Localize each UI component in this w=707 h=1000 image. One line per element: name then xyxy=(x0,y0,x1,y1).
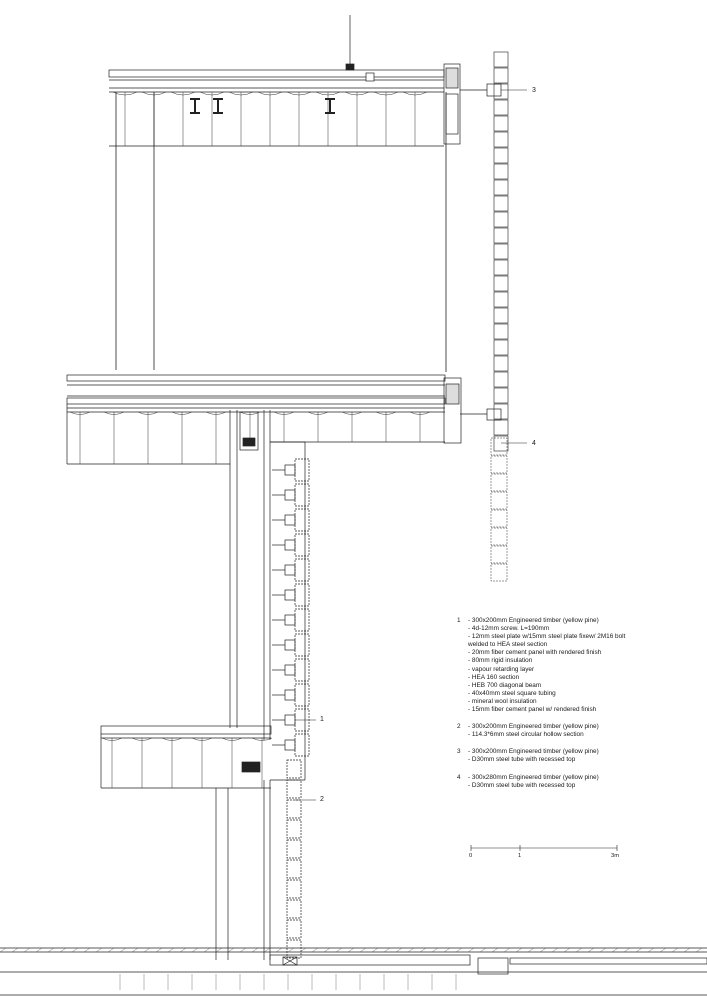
bracket-box xyxy=(285,740,295,750)
hatch-line xyxy=(264,948,270,952)
hatch-line xyxy=(0,948,6,952)
hatch-line xyxy=(204,948,210,952)
bracket-ghost xyxy=(295,559,309,581)
timber-block xyxy=(494,244,508,259)
note-line: - 300x280mm Engineered timber (yellow pine) xyxy=(468,773,599,781)
hatch-line xyxy=(348,948,354,952)
i-beam-web xyxy=(329,100,331,112)
note-4 xyxy=(457,774,702,790)
note-line: - D30mm steel tube with recessed top xyxy=(468,781,576,789)
ground-hatch xyxy=(0,948,702,990)
timber-block xyxy=(494,100,508,115)
top-roof-slab xyxy=(109,15,444,146)
hatch-line xyxy=(564,948,570,952)
note-line: - D30mm steel tube with recessed top xyxy=(468,756,576,764)
bracket-box xyxy=(285,715,295,725)
hatch-line xyxy=(420,948,426,952)
bracket-box xyxy=(285,465,295,475)
hatch-line xyxy=(84,948,90,952)
hatch-line xyxy=(240,948,246,952)
timber-block-dashed xyxy=(491,510,507,527)
hatch-line xyxy=(372,948,378,952)
scale-bar xyxy=(471,845,617,851)
diagonal-brackets xyxy=(272,459,309,958)
hatch-line xyxy=(156,948,162,952)
timber-block xyxy=(494,356,508,371)
note-line: - HEB 700 diagonal beam xyxy=(468,681,542,689)
scale-label-3m: 3m xyxy=(611,853,620,859)
ground-slab xyxy=(0,948,707,995)
timber-block xyxy=(494,308,508,323)
hatch-line xyxy=(588,948,594,952)
hatch-line xyxy=(72,948,78,952)
hatch-line xyxy=(480,948,486,952)
hatch-line xyxy=(168,948,174,952)
i-beam-flange xyxy=(213,112,223,114)
hatch-line xyxy=(456,948,462,952)
timber-block xyxy=(494,164,508,179)
timber-block xyxy=(494,68,508,83)
hatch-line xyxy=(312,948,318,952)
timber-block xyxy=(494,324,508,339)
timber-block xyxy=(494,116,508,131)
timber-block-dashed xyxy=(287,840,301,858)
timber-block-dashed xyxy=(287,760,301,778)
timber-block-dashed xyxy=(287,780,301,798)
timber-block-dashed xyxy=(491,474,507,491)
hatch-line xyxy=(672,948,678,952)
note-line: - mineral wool insulation xyxy=(468,697,537,705)
hatch-line xyxy=(108,948,114,952)
timber-block xyxy=(494,132,508,147)
timber-block xyxy=(494,196,508,211)
hatch-line xyxy=(324,948,330,952)
hatch-line xyxy=(216,948,222,952)
hatch-line xyxy=(252,948,258,952)
hatch-line xyxy=(696,948,702,952)
hatch-line xyxy=(132,948,138,952)
timber-block xyxy=(494,388,508,403)
note-line: - 300x200mm Engineered timber (yellow pine) xyxy=(468,723,599,731)
note-line: - 114.3*6mm steel circular hollow section xyxy=(468,731,584,739)
callout-label-4: 4 xyxy=(532,440,536,447)
hatch-line xyxy=(516,948,522,952)
bracket-box xyxy=(285,490,295,500)
hatch-line xyxy=(444,948,450,952)
bracket-box xyxy=(285,515,295,525)
hatch-line xyxy=(576,948,582,952)
timber-block xyxy=(494,148,508,163)
callout-label-3: 3 xyxy=(532,87,536,94)
callout-label-1: 1 xyxy=(320,716,324,723)
hatch-line xyxy=(24,948,30,952)
bracket-box xyxy=(285,590,295,600)
hatch-line xyxy=(612,948,618,952)
hatch-line xyxy=(684,948,690,952)
timber-block-dashed xyxy=(491,438,507,455)
i-beam-flange xyxy=(190,98,200,100)
facade-column-bottom xyxy=(491,438,507,581)
timber-block-dashed xyxy=(491,528,507,545)
hatch-line xyxy=(540,948,546,952)
note-line: - 15mm fiber cement panel w/ rendered finish xyxy=(468,706,597,714)
timber-block-dashed xyxy=(287,860,301,878)
facade-column-top xyxy=(494,52,508,451)
timber-block xyxy=(494,260,508,275)
timber-block xyxy=(494,292,508,307)
timber-block-dashed xyxy=(287,800,301,818)
bracket-box xyxy=(285,565,295,575)
timber-block xyxy=(494,212,508,227)
hatch-line xyxy=(276,948,282,952)
hatch-line xyxy=(228,948,234,952)
bracket-ghost xyxy=(295,734,309,756)
bracket-box xyxy=(285,615,295,625)
bracket-ghost xyxy=(295,459,309,481)
bracket-box xyxy=(285,640,295,650)
left-wall-columns xyxy=(116,92,446,372)
note-number: 4 xyxy=(457,773,461,781)
hatch-line xyxy=(492,948,498,952)
note-3 xyxy=(457,748,702,764)
hatch-line xyxy=(552,948,558,952)
hatch-line xyxy=(12,948,18,952)
hatch-line xyxy=(648,948,654,952)
hatch-line xyxy=(660,948,666,952)
note-number: 1 xyxy=(457,617,461,624)
hatch-line xyxy=(120,948,126,952)
hatch-line xyxy=(360,948,366,952)
hatch-line xyxy=(468,948,474,952)
timber-block xyxy=(494,420,508,435)
hatch-line xyxy=(36,948,42,952)
hatch-line xyxy=(48,948,54,952)
note-line: welded to HEA steel section xyxy=(468,641,548,649)
note-line: - 300x200mm Engineered timber (yellow pine) xyxy=(468,748,599,756)
timber-block xyxy=(494,180,508,195)
timber-block xyxy=(494,372,508,387)
note-number: 2 xyxy=(457,723,461,731)
note-1 xyxy=(457,617,702,714)
note-line: - 40x40mm steel square tubing xyxy=(468,689,556,697)
hatch-line xyxy=(336,948,342,952)
bracket-ghost xyxy=(295,534,309,556)
timber-block-dashed xyxy=(491,546,507,563)
lower-floor-slab xyxy=(101,726,271,960)
i-beam-web xyxy=(194,100,196,112)
bracket-box xyxy=(285,665,295,675)
timber-block-dashed xyxy=(287,920,301,938)
top-edge-detail xyxy=(444,64,501,144)
bracket-ghost xyxy=(295,609,309,631)
hatch-line xyxy=(504,948,510,952)
hatch-line xyxy=(192,948,198,952)
note-line: - 300x200mm Engineered timber (yellow pine) xyxy=(468,617,599,624)
hatch-line xyxy=(600,948,606,952)
bracket-ghost xyxy=(295,684,309,706)
note-line: - 4d-12mm screw. L=190mm xyxy=(468,625,550,633)
timber-block xyxy=(494,228,508,243)
timber-block-dashed xyxy=(491,456,507,473)
note-line: - vapour retarding layer xyxy=(468,665,535,673)
note-line: - 80mm rigid insulation xyxy=(468,657,533,665)
timber-block-dashed xyxy=(287,880,301,898)
note-line: - HEA 160 section xyxy=(468,673,520,681)
timber-block xyxy=(494,52,508,67)
hatch-line xyxy=(432,948,438,952)
hatch-line xyxy=(408,948,414,952)
hatch-line xyxy=(396,948,402,952)
hatch-line xyxy=(624,948,630,952)
hatch-line xyxy=(636,948,642,952)
hatch-line xyxy=(180,948,186,952)
top-joists xyxy=(113,92,427,146)
timber-block xyxy=(494,340,508,355)
notes-legend xyxy=(457,617,702,799)
callout-label-2: 2 xyxy=(320,796,324,803)
hatch-line xyxy=(384,948,390,952)
timber-block-dashed xyxy=(491,564,507,581)
bracket-box xyxy=(285,540,295,550)
hatch-line xyxy=(96,948,102,952)
i-beam-flange xyxy=(325,112,335,114)
hatch-line xyxy=(60,948,66,952)
timber-block-dashed xyxy=(287,900,301,918)
bracket-ghost xyxy=(295,659,309,681)
hatch-line xyxy=(528,948,534,952)
i-beam-flange xyxy=(213,98,223,100)
bracket-ghost xyxy=(295,634,309,656)
note-line: - 20mm fiber cement panel with rendered finish xyxy=(468,649,602,657)
scale-label-0: 0 xyxy=(469,853,473,859)
bracket-box xyxy=(285,690,295,700)
bracket-ghost xyxy=(295,484,309,506)
note-line: - 12mm steel plate w/15mm steel plate fixew/ 2M16 bolt xyxy=(468,633,626,641)
i-beam-flange xyxy=(325,98,335,100)
scale-label-1: 1 xyxy=(518,853,522,859)
i-beam-flange xyxy=(190,112,200,114)
hatch-line xyxy=(144,948,150,952)
hatch-line xyxy=(288,948,294,952)
bracket-ghost xyxy=(295,509,309,531)
core-shaft xyxy=(230,410,305,780)
timber-block-dashed xyxy=(287,820,301,838)
i-beam-web xyxy=(217,100,219,112)
timber-block-dashed xyxy=(491,492,507,509)
bracket-ghost xyxy=(295,584,309,606)
note-number: 3 xyxy=(457,748,461,756)
note-2 xyxy=(457,723,702,739)
timber-block xyxy=(494,276,508,291)
